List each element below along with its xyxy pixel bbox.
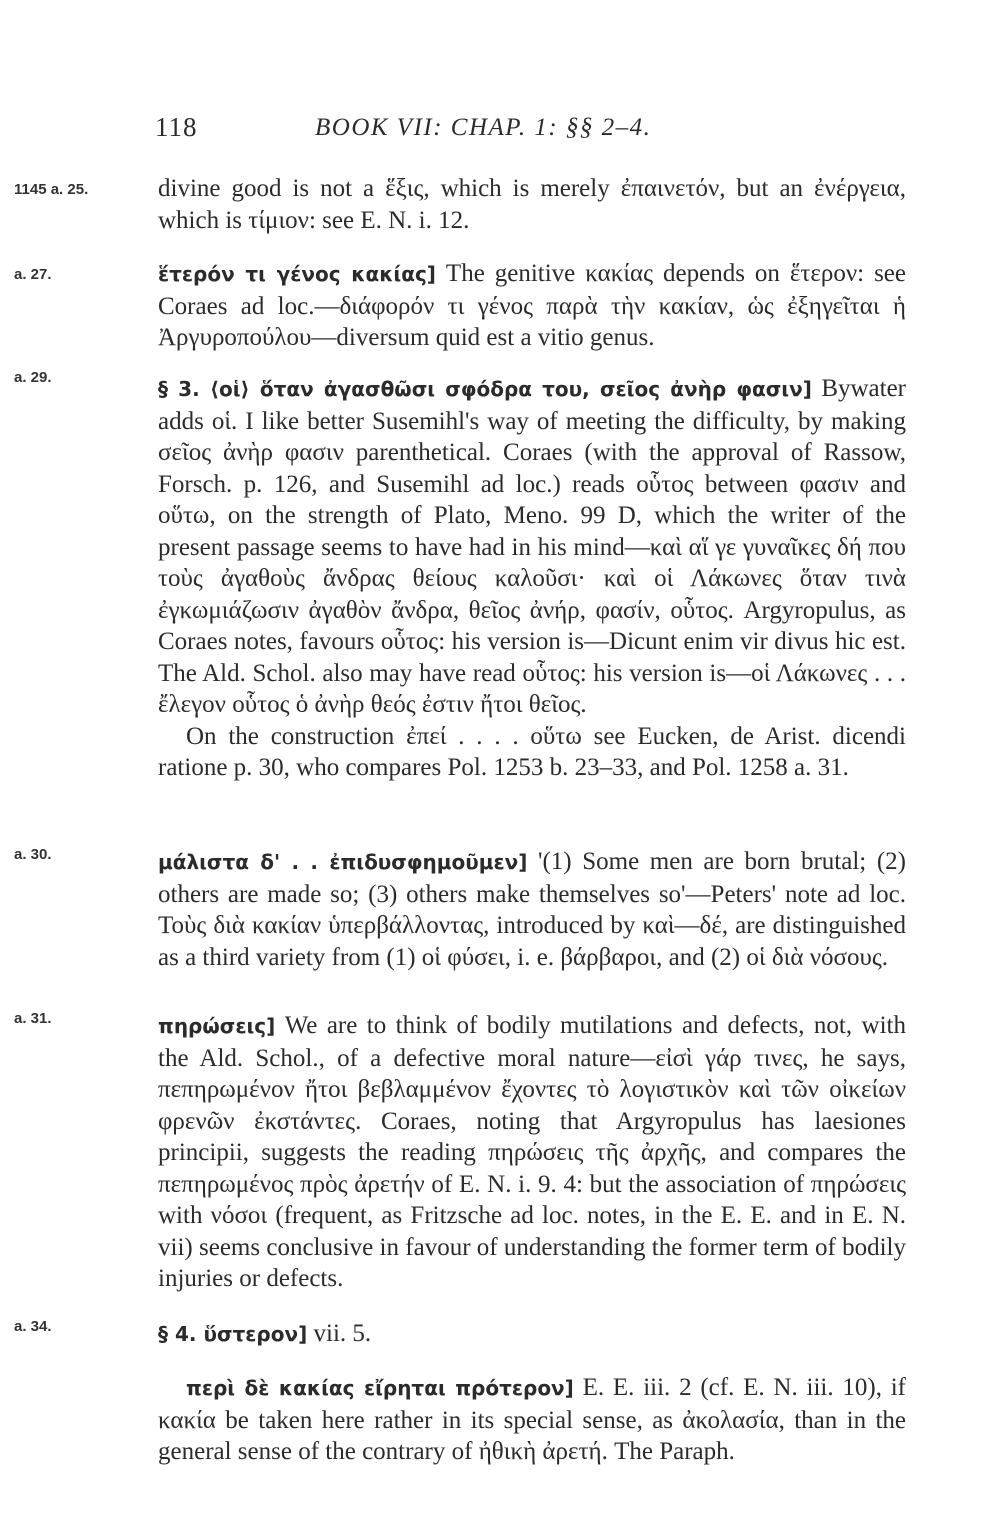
line-reference: a. 31.	[14, 1010, 52, 1027]
line-reference: a. 30.	[14, 846, 52, 863]
line-reference: 1145 a. 25.	[14, 181, 89, 198]
running-head: BOOK VII: CHAP. 1: §§ 2–4.	[315, 114, 652, 141]
note-lemma: μάλιστα δ' . . ἐπιδυσφημοῦμεν]	[158, 850, 528, 874]
note-text	[158, 1318, 906, 1351]
note-text	[158, 1372, 906, 1468]
note-text	[158, 258, 906, 354]
line-reference: a. 27.	[14, 266, 52, 283]
note-text	[158, 846, 906, 973]
page-header	[140, 112, 920, 152]
note-lemma: πηρώσεις]	[158, 1014, 276, 1038]
note-body: The genitive κακίας depends on ἕτερον: see Coraes ad loc.—διάφορόν τι γένος παρὰ τὴν κακίαν, ὡς ἐξηγεῖται ἡ Ἀργυροπούλου—diversum quid est a vitio genus.	[158, 260, 906, 351]
note-body: Bywater adds οἱ. I like better Susemihl's way of meeting the difficulty, by making σεῖος ἀνὴρ φασιν parenthetical. Coraes (with the approval of Rassow, Forsch. p. 126, and Susemihl ad loc.) reads οὗτος between φασιν and οὕτω, on the strength of Plato, Meno. 99 D, which the writer of the present passage seems to have had in his mind—καὶ αἵ γε γυναῖκες δή που τοὺς ἀγαθοὺς ἄνδρας θείους καλοῦσι· καὶ οἱ Λάκωνες ὅταν τινὰ ἐγκωμιάζωσιν ἀγαθὸν ἄνδρα, θεῖος ἀνήρ, φασίν, οὗτος. Argyropulus, as Coraes notes, favours οὗτος: his version is—Dicunt enim vir divus hic est. The Ald. Schol. also may have read οὗτος: his version is—οἱ Λάκωνες . . . ἔλεγον οὗτος ὁ ἀνὴρ θεός ἐστιν ἤτοι θεῖος.	[158, 375, 907, 718]
note-body: E. E. iii. 2 (cf. E. N. iii. 10), if κακία be taken here rather in its special sense, as ἀκολασία, than in the general sense of the contrary of ἠθικὴ ἀρετή. The Paraph.	[158, 1374, 906, 1465]
note-lemma: ἕτερόν τι γένος κακίας]	[158, 262, 436, 286]
note-body: vii. 5.	[313, 1320, 372, 1347]
note-lemma: § 4. ὕστερον]	[158, 1322, 308, 1346]
note-lemma: § 3. ⟨οἱ⟩ ὅταν ἀγασθῶσι σφόδρα του, σεῖος ἀνὴρ φασιν]	[158, 377, 812, 401]
note-text	[158, 373, 906, 784]
note-paragraph: On the construction ἐπεί . . . . οὕτω see Eucken, de Arist. dicendi ratione p. 30, who compares Pol. 1253 b. 23–33, and Pol. 1258 a. 31.	[158, 722, 906, 781]
note-text	[158, 1010, 906, 1295]
line-reference: a. 29.	[14, 369, 52, 386]
line-reference: a. 34.	[14, 1318, 52, 1335]
page-number: 118	[155, 112, 198, 142]
note-body: We are to think of bodily mutilations and defects, not, with the Ald. Schol., of a defective moral nature—εἰσὶ γάρ τινες, he says, πεπηρωμένον ἤτοι βεβλαμμένον ἔχοντες τὸ λογιστικὸν καὶ τῶν οἰκείων φρενῶν ἐκστάντες. Coraes, noting that Argyropulus has laesiones principii, suggests the reading πηρώσεις τῆς ἀρχῆς, and compares the πεπηρωμένος πρὸς ἀρετήν of E. N. i. 9. 4: but the association of πηρώσεις with νόσοι (frequent, as Fritzsche ad loc. notes, in the E. E. and in E. N. vii) seems conclusive in favour of understanding the former term of bodily injuries or defects.	[158, 1012, 907, 1292]
note-body: divine good is not a ἕξις, which is merely ἐπαινετόν, but an ἐνέργεια, which is τίμιον: see E. N. i. 12.	[158, 175, 906, 234]
note-lemma: περὶ δὲ κακίας εἴρηται πρότερον]	[186, 1376, 574, 1400]
note-body: '(1) Some men are born brutal; (2) others are made so; (3) others make themselves so'—Peters' note ad loc. Τοὺς διὰ κακίαν ὑπερβάλλοντας, introduced by καὶ—δέ, are distinguished as a third variety from (1) οἱ φύσει, i. e. βάρβαροι, and (2) οἱ διὰ νόσους.	[158, 848, 906, 971]
note-text	[158, 173, 906, 236]
